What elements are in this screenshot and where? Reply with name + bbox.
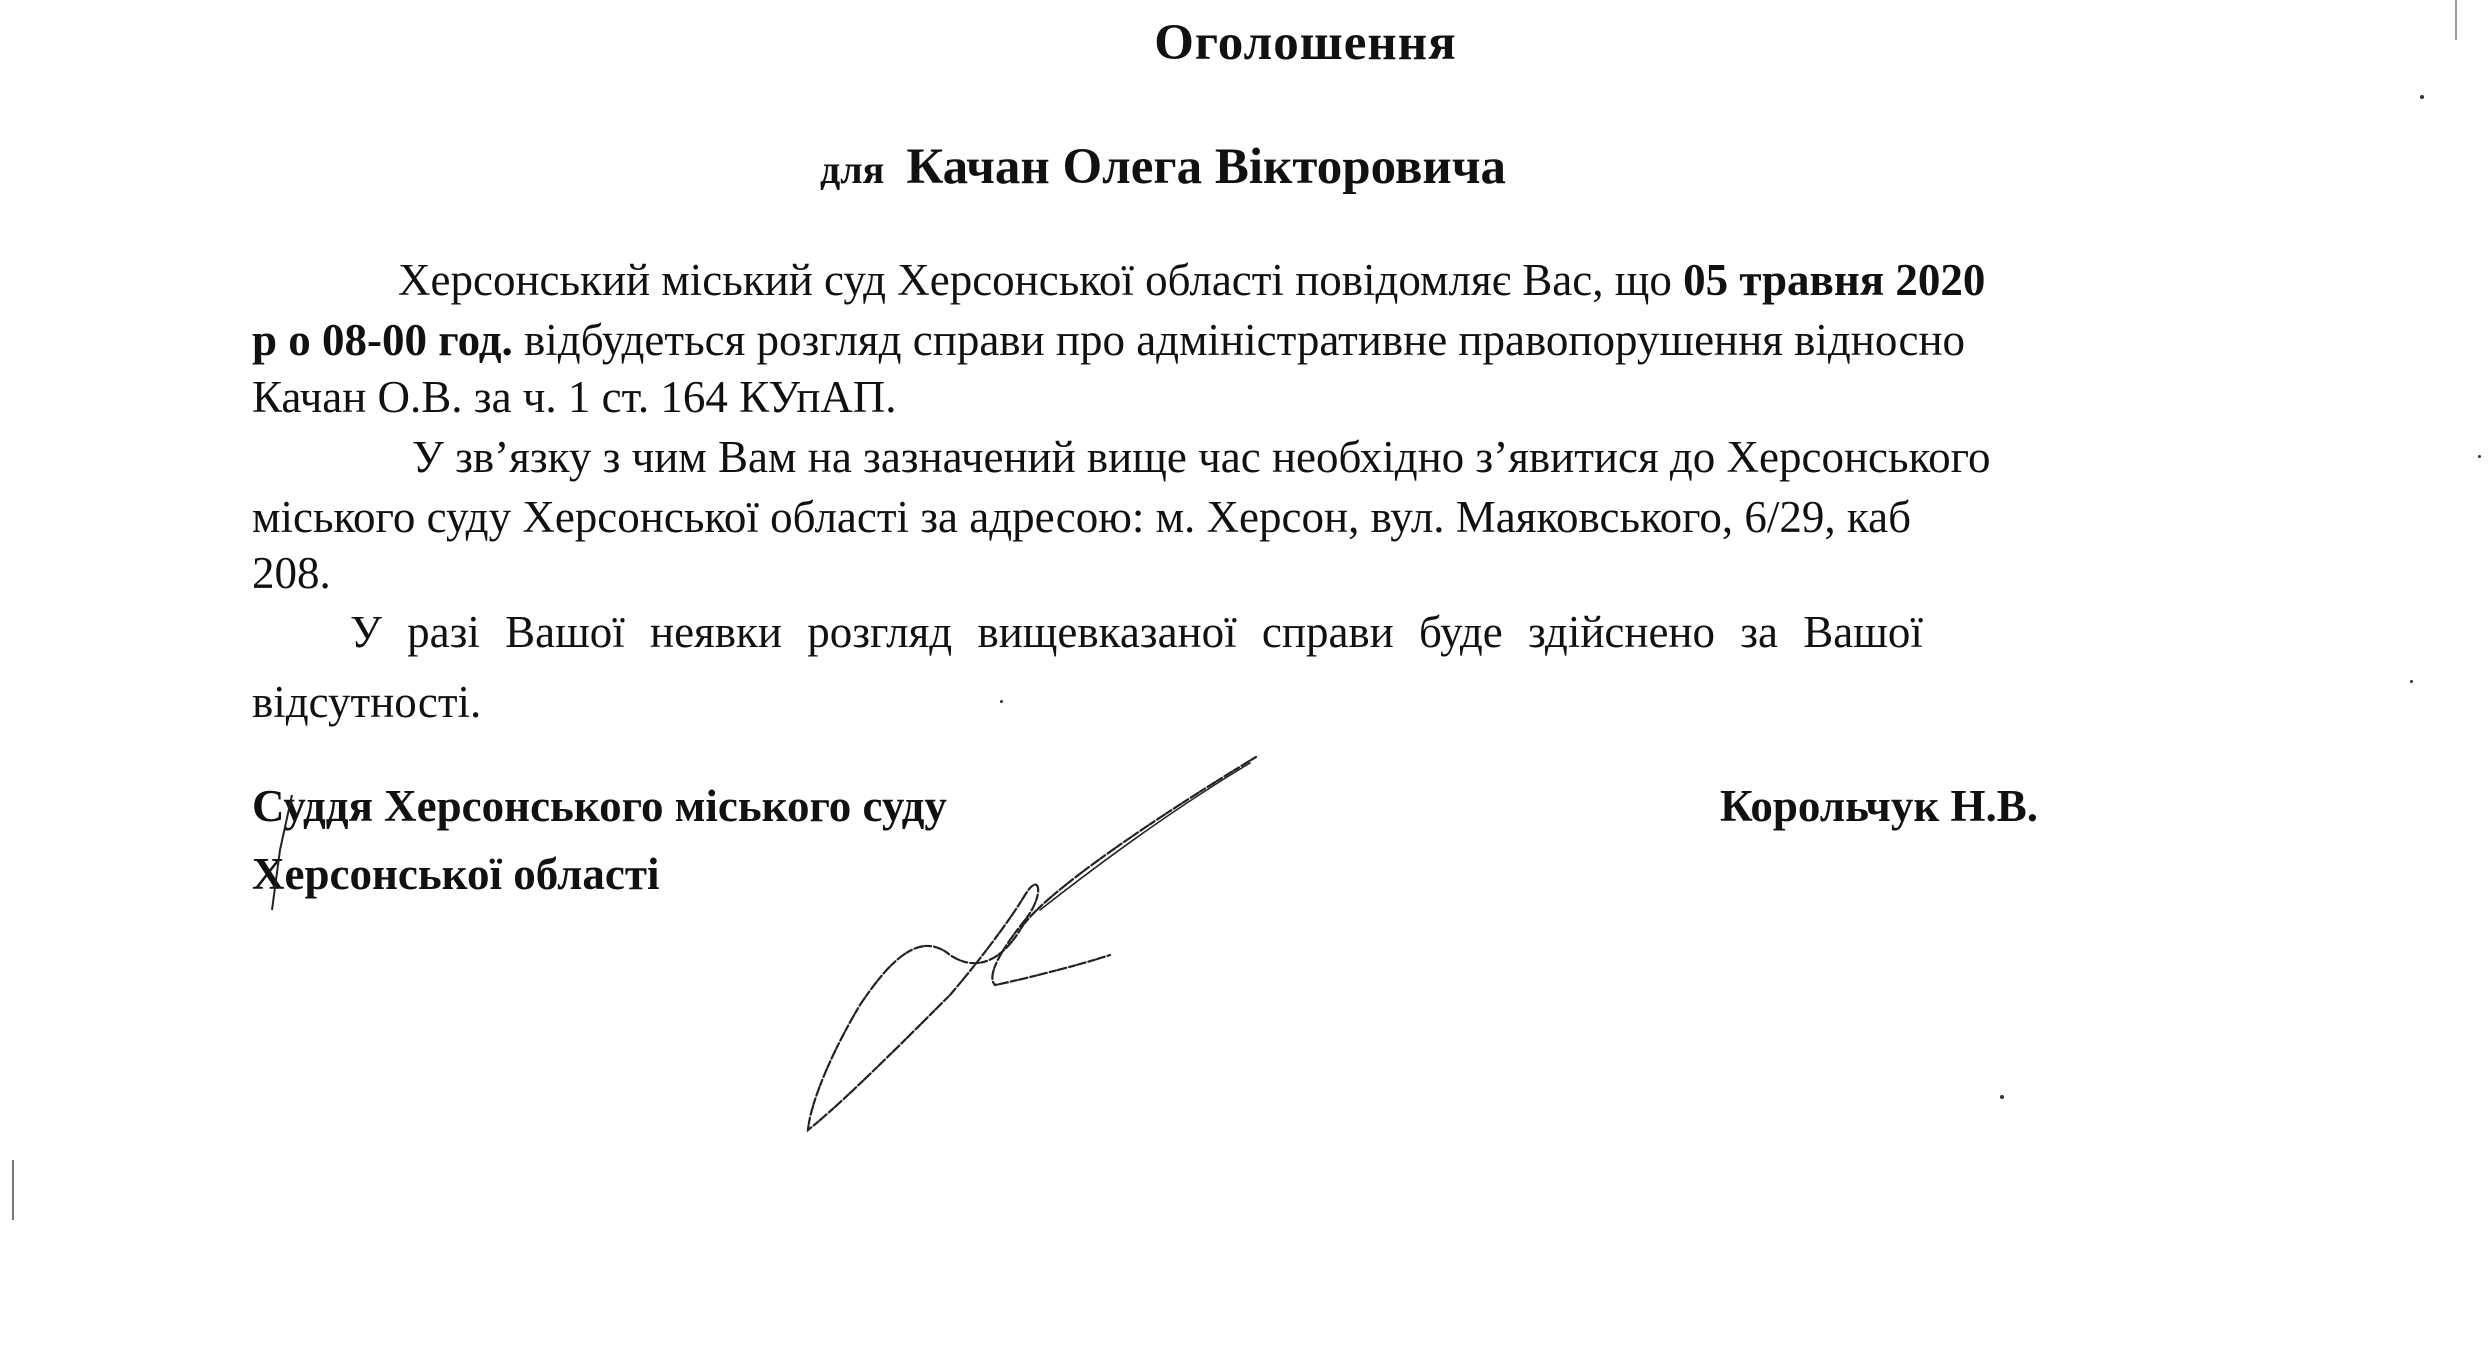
pen-stroke-mark xyxy=(252,790,312,920)
judge-position-line-1: Суддя Херсонського міського суду xyxy=(252,781,947,831)
scan-speck xyxy=(1000,700,1003,703)
paragraph-1-line-2 xyxy=(252,315,1966,365)
addressee-prefix: для xyxy=(820,147,885,192)
hearing-date: 05 травня 2020 xyxy=(1683,255,1986,305)
scan-edge-mark xyxy=(12,1160,14,1220)
paragraph-2-line-1: У зв’язку з чим Вам на зазначений вище час необхідно з’явитися до Херсонського xyxy=(412,432,1991,482)
judge-name: Корольчук Н.В. xyxy=(1720,781,2039,831)
paragraph-3-line-2: відсутності. xyxy=(252,677,482,727)
addressee-name: Качан Олега Вікторовича xyxy=(906,139,1507,195)
handwritten-signature xyxy=(780,745,1300,1165)
judge-position-line-2: Херсонської області xyxy=(252,849,660,899)
hearing-time: р о 08-00 год. xyxy=(252,315,513,365)
paragraph-1-line-1 xyxy=(398,255,1986,305)
hearing-subject-text: відбудеться розгляд справи про адміністративне правопорушення відносно xyxy=(524,315,1966,365)
paragraph-1-line-3: Качан О.В. за ч. 1 ст. 164 КУпАП. xyxy=(252,372,897,422)
addressee-line xyxy=(820,138,1506,196)
paragraph-3-line-1: У разі Вашої неявки розгляд вищевказаної справи буде здійснено за Вашої xyxy=(350,607,1923,657)
scan-edge-mark xyxy=(2455,0,2457,40)
court-notice-text: Херсонський міський суд Херсонської області повідомляє Вас, що xyxy=(398,255,1672,305)
scan-speck xyxy=(2000,1095,2004,1099)
paragraph-2-line-2: міського суду Херсонської області за адресою: м. Херсон, вул. Маяковського, 6/29, каб xyxy=(252,492,1911,542)
scan-speck xyxy=(2420,95,2424,99)
scan-speck xyxy=(2410,680,2413,683)
document-title: Оголошення xyxy=(1154,15,1457,71)
paragraph-2-line-3: 208. xyxy=(252,548,331,598)
scan-speck xyxy=(2478,455,2481,458)
